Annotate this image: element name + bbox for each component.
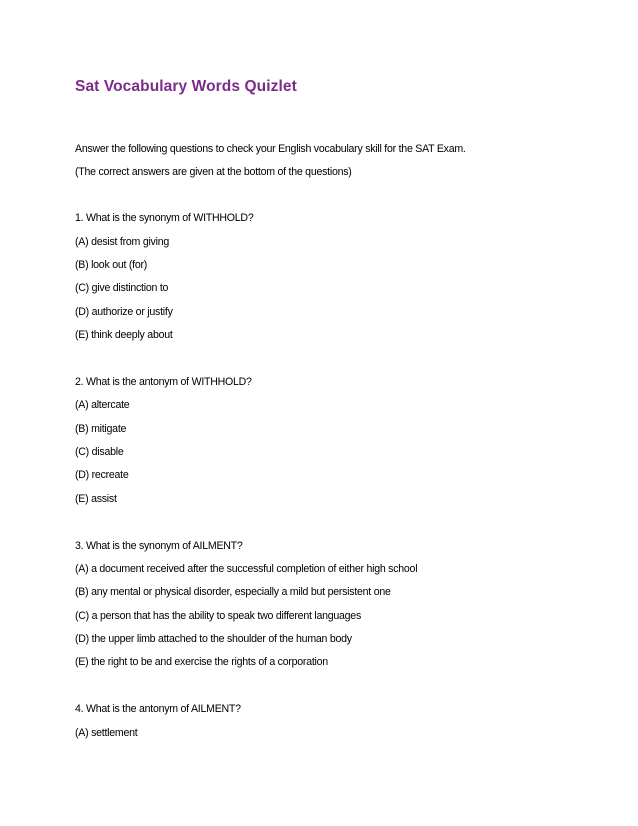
option-2b: (B) mitigate [75, 423, 127, 435]
option-2d: (D) recreate [75, 469, 129, 481]
option-3c: (C) a person that has the ability to speak two different languages [75, 610, 361, 622]
option-1d: (D) authorize or justify [75, 306, 173, 318]
option-1e: (E) think deeply about [75, 329, 173, 341]
option-2e: (E) assist [75, 493, 117, 505]
question-3: 3. What is the synonym of AILMENT? [75, 540, 243, 552]
intro-text: Answer the following questions to check your English vocabulary skill for the SAT Exam. [75, 143, 466, 155]
question-4: 4. What is the antonym of AILMENT? [75, 703, 241, 715]
question-2: 2. What is the antonym of WITHHOLD? [75, 376, 252, 388]
option-1c: (C) give distinction to [75, 282, 169, 294]
option-2c: (C) disable [75, 446, 124, 458]
option-3b: (B) any mental or physical disorder, especially a mild but persistent one [75, 586, 391, 598]
question-1: 1. What is the synonym of WITHHOLD? [75, 212, 254, 224]
option-3a: (A) a document received after the successful completion of either high school [75, 563, 418, 575]
option-1a: (A) desist from giving [75, 236, 169, 248]
option-3d: (D) the upper limb attached to the shoulder of the human body [75, 633, 352, 645]
option-2a: (A) altercate [75, 399, 130, 411]
answers-note: (The correct answers are given at the bottom of the questions) [75, 166, 352, 178]
option-4a: (A) settlement [75, 727, 138, 739]
option-3e: (E) the right to be and exercise the rights of a corporation [75, 656, 328, 668]
document-title: Sat Vocabulary Words Quizlet [75, 78, 297, 95]
option-1b: (B) look out (for) [75, 259, 148, 271]
